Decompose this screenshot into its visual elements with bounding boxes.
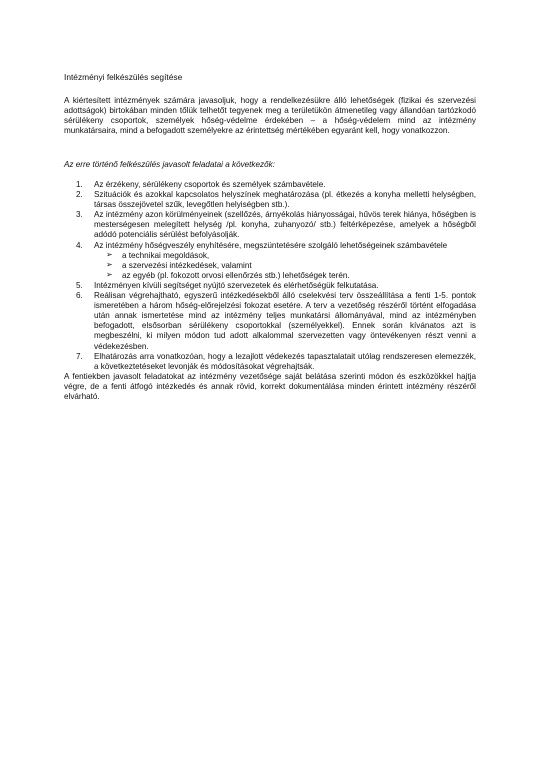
list-item-number: 3.	[76, 210, 83, 220]
arrow-bullet-icon: ➢	[106, 249, 113, 259]
intro-paragraph: A kiértesített intézmények számára javasoljuk, hogy a rendelkezésükre álló lehetőségek (fizikai és szervezési adottságok) birtokában minden tőlük telhetőt tegyenek meg a területükön átmenetileg vagy állandóan tartózkodó sérülékeny csoportok, személyek hőség-védelme érdekében – a hőség-védelem mind az intézmény munkatársaira, mind a befogadott személyekre az érintettség mértékében egyaránt kell, hogy vonatkozzon.	[64, 96, 476, 136]
list-item-number: 2.	[76, 190, 83, 200]
list-item-text: Elhatározás arra vonatkozóan, hogy a lezajlott védekezés tapasztalatait utólag rendszeresen elemezzék, a következtetéseket levonják és módosításokat végrehajtsák.	[94, 351, 476, 371]
list-item	[64, 241, 476, 281]
list-item-text: Szituációk és azokkal kapcsolatos helyszínek meghatározása (pl. étkezés a konyha melletti helységben, társas összejövetel szűk, levegőtlen helyiségben stb.).	[94, 190, 476, 210]
sub-list-item	[94, 251, 476, 261]
list-item-text: Intézményen kívüli segítséget nyújtó szervezetek és elérhetőségük felkutatása.	[94, 280, 379, 290]
sub-list	[94, 251, 476, 281]
list-item-text: Az érzékeny, sérülékeny csoportok és személyek számbavétele.	[94, 180, 326, 189]
list-item	[64, 190, 476, 210]
arrow-bullet-icon: ➢	[106, 259, 113, 269]
arrow-bullet-icon: ➢	[106, 269, 113, 279]
closing-paragraph: A fentiekben javasolt feladatokat az intézmény vezetősége saját belátása szerinti módon és eszközökkel hajtja végre, de a fenti átfogó intézkedés és annak rövid, korrekt dokumentálása minden érintett intézmény részéről elvárható.	[64, 372, 476, 402]
list-item	[64, 281, 476, 291]
sub-list-item	[94, 261, 476, 271]
sub-list-item	[94, 271, 476, 281]
list-item-number: 6.	[76, 291, 83, 301]
list-item-number: 4.	[76, 240, 83, 250]
list-item	[64, 180, 476, 190]
list-item-text: Reálisan végrehajtható, egyszerű intézkedésekből álló cselekvési terv összeállítása a fenti 1-5. pontok ismeretében a három hőség-előrejelzési fokozat esetére. A terv a vezetőség részéről történt elfogadása után annak ismertetése mind az intézmény teljes munkatársi állományával, mind az intézményben befogadott, elsősorban sérülékeny csoportokkal (személyekkel). Ennek során kívánatos azt is megbeszélni, ki milyen módon tud adott alkalommal szervezetten vagy öntevékenyen részt venni a védekezésben.	[94, 291, 476, 351]
list-item-number: 7.	[76, 351, 83, 361]
list-item-text: Az intézmény azon körülményeinek (szellőzés, árnyékolás hiányosságai, hűvös terek hiánya, hőségben is mesterségesen melegített helység /pl. konyha, zuhanyozó/ stb.) feltérképezése, amelyek a hőségből adódó potenciális sérülést befolyásolják.	[94, 210, 476, 240]
list-item	[64, 210, 476, 240]
document-title: Intézményi felkészülés segítése	[64, 72, 183, 82]
sub-list-item-text: az egyéb (pl. fokozott orvosi ellenőrzés stb.) lehetőségek terén.	[122, 270, 350, 280]
task-list	[64, 180, 476, 372]
list-item	[64, 352, 476, 372]
sub-list-item-text: a technikai megoldások,	[122, 250, 210, 260]
sub-list-item-text: a szervezési intézkedések, valamint	[122, 260, 252, 270]
list-item-text: Az intézmény hőségveszély enyhítésére, megszüntetésére szolgáló lehetőségeinek számbavétele	[94, 240, 448, 250]
list-item	[64, 291, 476, 352]
tasks-subheading: Az erre történő felkészülés javasolt feladatai a következők:	[64, 160, 275, 169]
list-item-number: 1.	[76, 180, 83, 189]
list-item-number: 5.	[76, 280, 83, 290]
